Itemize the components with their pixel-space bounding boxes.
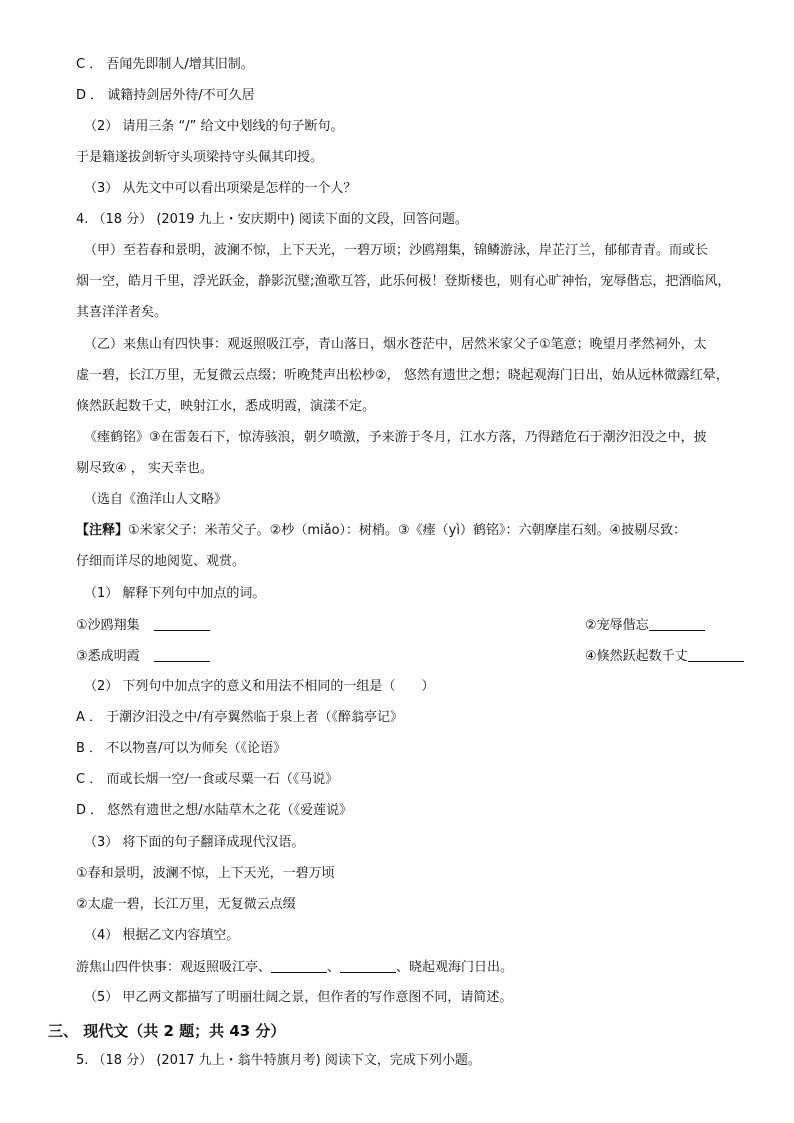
annotation-line-1: [76, 522, 746, 540]
question-3-option-c: C ． 吾闻先即制人/增其旧制。: [76, 57, 254, 72]
passage-source: （选自《渔洋山人文略》: [84, 492, 228, 507]
answer-blank[interactable]: [154, 647, 210, 662]
question-5-header: 5. （18 分） (2017 九上・翁牛特旗月考) 阅读下文，完成下列小题。: [76, 1053, 481, 1068]
annotation-label: 【注释】: [76, 523, 129, 538]
sub1-item-4: ④倏然跃起数千丈: [585, 649, 688, 664]
answer-blank[interactable]: [649, 616, 705, 631]
sub1-item-1: ①沙鸥翔集: [76, 618, 140, 633]
passage-jia-line-1: （甲）至若春和景明，波澜不惊，上下天光，一碧万顷；沙鸥翔集，锦鳞游泳，岸芷汀兰，郁郁青青。而或长: [84, 243, 709, 258]
sub2-option-a[interactable]: A ． 于潮汐汨没之中/有亭翼然临于泉上者（《醉翁亭记》: [76, 710, 404, 725]
question-4-header: 4. （18 分） (2019 九上・安庆期中) 阅读下面的文段，回答问题。: [76, 212, 468, 227]
sub3-item-1: ①春和景明，波澜不惊，上下天光，一碧万顷: [76, 866, 335, 881]
sub3-prompt: （3） 将下面的句子翻译成现代汉语。: [84, 835, 305, 850]
sub4-fill-line: [76, 958, 746, 977]
annotation-text: ①米家父子：米芾父子。②杪（miǎo）：树梢。③《瘗（yì）鹤铭》：六朝摩崖石刻。④披剔尽致：: [128, 523, 687, 538]
answer-blank[interactable]: [688, 647, 744, 662]
passage-yi-line-5: 剔尽致④ ， 实天幸也。: [76, 461, 213, 476]
passage-yi-line-4: 《瘗鹤铭》③在雷轰石下，惊涛骇浪，朝夕喷激，予来游于冬月，江水方落，乃得踏危石于潮汐汨没之中，披: [84, 430, 707, 445]
passage-yi-line-3: 倏然跃起数千丈，映射江水，悉成明霞，演漾不定。: [76, 399, 376, 414]
section-heading: 三、 现代文（共 2 题；共 43 分）: [48, 1022, 286, 1040]
annotation-line-2: 仔细而详尽的地阅览、观赏。: [76, 554, 246, 569]
sub4-fill-separator: 、: [327, 960, 341, 975]
passage-yi-line-2: 虚一碧，长江万里，无复微云点缀；听晚梵声出松杪②， 悠然有遗世之想；晓起观海门日出，始从远林微露红晕，: [76, 368, 729, 383]
question-3-sub2-sentence: 于是籍遂拔剑斩守头项梁持守头佩其印授。: [76, 150, 324, 165]
sub4-fill-suffix: 、晓起观海门日出。: [396, 960, 514, 975]
sub2-prompt: （2） 下列句中加点字的意义和用法不相同的一组是（ ）: [84, 679, 435, 694]
answer-blank[interactable]: [340, 958, 396, 973]
sub3-item-2: ②太虚一碧，长江万里，无复微云点缀: [76, 897, 296, 912]
sub2-option-c[interactable]: C ． 而或长烟一空/一食或尽粟一石（《马说》: [76, 772, 339, 787]
passage-jia-line-3: 其喜洋洋者矣。: [76, 305, 168, 320]
sub2-option-b[interactable]: B ． 不以物喜/可以为师矣（《论语》: [76, 741, 287, 756]
question-3-sub2-prompt: （2） 请用三条 “/” 给文中划线的句子断句。: [84, 119, 344, 134]
sub1-item-3: ③悉成明霞: [76, 649, 140, 664]
sub4-prompt: （4） 根据乙文内容填空。: [84, 928, 240, 943]
sub4-fill-prefix: 游焦山四件快事：观返照吸江亭、: [76, 960, 272, 975]
sub1-row-2: [76, 647, 746, 666]
passage-jia-line-2: 烟一空，皓月千里，浮光跃金，静影沉璧;渔歌互答，此乐何极！登斯楼也，则有心旷神怡，宠辱偕忘，把酒临风，: [76, 274, 731, 289]
sub1-prompt: （1） 解释下列句中加点的词。: [84, 586, 266, 601]
answer-blank[interactable]: [271, 958, 327, 973]
sub1-row-1: [76, 616, 746, 635]
sub1-item-2: ②宠辱偕忘: [585, 618, 649, 633]
passage-yi-line-1: （乙）来焦山有四快事：观返照吸江亭，青山落日，烟水苍茫中，居然米家父子①笔意；晚望月孝然祠外，太: [84, 337, 707, 352]
sub5-prompt: （5） 甲乙两文都描写了明丽壮阔之景，但作者的写作意图不同，请简述。: [84, 990, 513, 1005]
sub2-option-d[interactable]: D ． 悠然有遗世之想/水陆草木之花（《爱莲说》: [76, 803, 353, 818]
question-3-sub3-prompt: （3） 从先文中可以看出项梁是怎样的一个人？: [84, 181, 357, 196]
question-3-option-d: D ． 诚籍持剑居外待/不可久居: [76, 88, 255, 103]
answer-blank[interactable]: [154, 616, 210, 631]
